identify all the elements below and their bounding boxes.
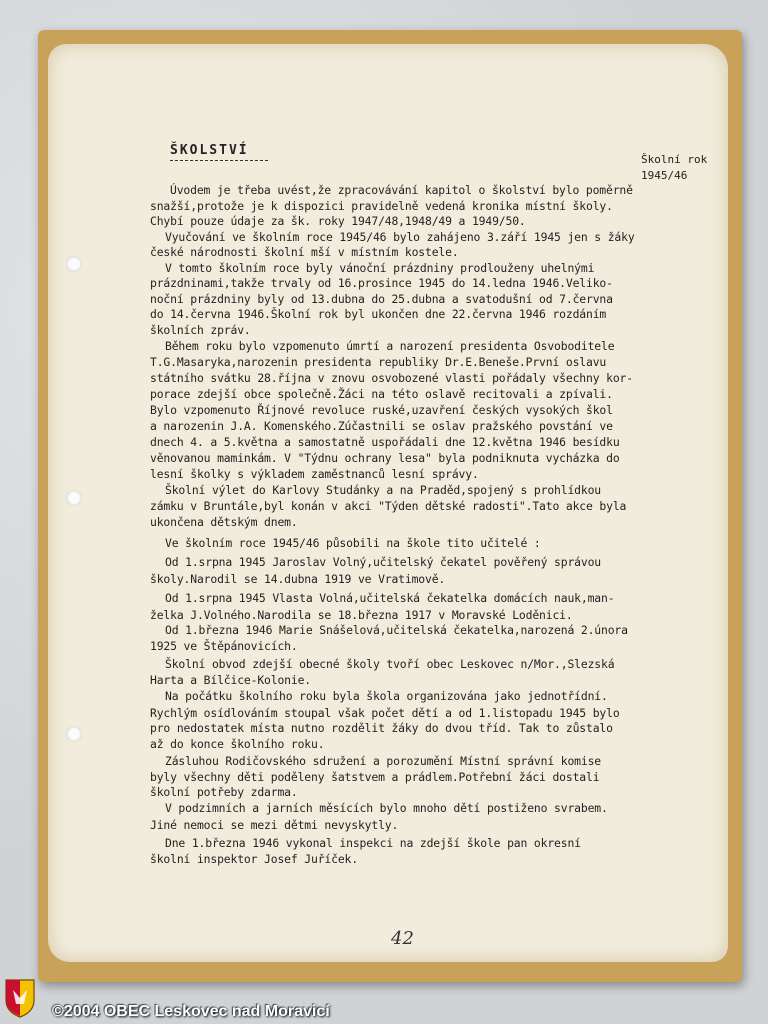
typed-line: české národnosti školní mší v místním kostele. bbox=[150, 245, 459, 259]
typed-line: Na počátku školního roku byla škola organizována jako jednotřídní. bbox=[165, 689, 608, 703]
typed-line: želka J.Volného.Narodila se 18.března 1917 v Moravské Loděnici. bbox=[150, 608, 573, 622]
typed-line: Od 1.srpna 1945 Vlasta Volná,učitelská čekatelka domácích nauk,man- bbox=[165, 591, 615, 605]
typed-line: ukončena dětským dnem. bbox=[150, 515, 298, 529]
typed-line: snažší,protože je k dispozici pravidelně vedená kronika místní školy. bbox=[150, 199, 613, 213]
typed-line: Dne 1.března 1946 vykonal inspekci na zdejší škole pan okresní bbox=[165, 836, 581, 850]
typed-line: školní inspektor Josef Juříček. bbox=[150, 852, 358, 866]
typed-line: pro nedostatek místa nutno rozdělit žáky do dvou tříd. Tak to zůstalo bbox=[150, 721, 613, 735]
typed-line: Ve školním roce 1945/46 působili na škole tito učitelé : bbox=[165, 536, 541, 550]
margin-note-line: Školní rok bbox=[641, 153, 708, 166]
typed-line: V tomto školním roce byly vánoční prázdniny prodlouženy uhelnými bbox=[165, 261, 595, 275]
typed-line: Školní obvod zdejší obecné školy tvoří obec Leskovec n/Mor.,Slezská bbox=[165, 657, 615, 671]
margin-note-line: 1945/46 bbox=[641, 169, 688, 182]
typed-line: Od 1.března 1946 Marie Snášelová,učitelská čekatelka,narozená 2.února bbox=[165, 623, 628, 637]
typed-line: noční prázdniny byly od 13.dubna do 25.dubna a svatodušní od 7.června bbox=[150, 292, 613, 306]
typed-line: Vyučování ve školním roce 1945/46 bylo zahájeno 3.září 1945 jen s žáky bbox=[165, 230, 635, 244]
typed-line: byly všechny děti poděleny šatstvem a prádlem.Potřební žáci dostali bbox=[150, 770, 600, 784]
typed-line: Harta a Bílčice-Kolonie. bbox=[150, 673, 311, 687]
copyright-text: ©2004 OBEC Leskovec nad Moravicí bbox=[52, 1003, 330, 1020]
typed-line: Rychlým osídlováním stoupal však počet dětí a od 1.listopadu 1945 bylo bbox=[150, 706, 620, 720]
typed-line: Chybí pouze údaje za šk. roky 1947/48,1948/49 a 1949/50. bbox=[150, 214, 526, 228]
typed-line: lesní školky s výkladem zaměstnanců lesní správy. bbox=[150, 467, 479, 481]
typed-line: 1925 ve Štěpánovicích. bbox=[150, 639, 298, 653]
typed-line: státního svátku 28.října v znovu osvobozené vlasti pořádaly všechny kor- bbox=[150, 371, 633, 385]
page-number: 42 bbox=[391, 928, 414, 949]
typed-line: a narozenin J.A. Komenského.Zúčastnili se oslav pražského povstání ve bbox=[150, 419, 613, 433]
typed-line: T.G.Masaryka,narozenin presidenta republiky Dr.E.Beneše.První oslavu bbox=[150, 355, 607, 369]
typed-line: V podzimních a jarních měsících bylo mnoho dětí postiženo svrabem. bbox=[165, 801, 608, 815]
typed-line: školní potřeby zdarma. bbox=[150, 785, 298, 799]
typed-line: školních zpráv. bbox=[150, 323, 251, 337]
typed-line: Školní výlet do Karlovy Studánky a na Praděd,spojený s prohlídkou bbox=[165, 483, 602, 497]
municipal-coat-of-arms-icon bbox=[4, 978, 36, 1018]
typed-line: Bylo vzpomenuto Říjnové revoluce ruské,uzavření českých vysokých škol bbox=[150, 403, 613, 417]
typed-line: Během roku bylo vzpomenuto úmrtí a narození presidenta Osvoboditele bbox=[165, 339, 615, 353]
typed-line: Zásluhou Rodičovského sdružení a porozumění Místní správní komise bbox=[165, 754, 602, 768]
typed-line: dnech 4. a 5.května a samostatně uspořádali dne 12.května 1946 besídku bbox=[150, 435, 620, 449]
typed-line: zámku v Bruntále,byl konán v akci "Týden dětské radosti".Tato akce byla bbox=[150, 499, 627, 513]
typed-line: Od 1.srpna 1945 Jaroslav Volný,učitelský čekatel pověřený správou bbox=[165, 555, 602, 569]
typed-line: věnovanou maminkám. V "Týdnu ochrany lesa" byla podniknuta vycházka do bbox=[150, 451, 620, 465]
typed-line: Úvodem je třeba uvést,že zpracovávání kapitol o školství bylo poměrně bbox=[170, 183, 633, 197]
typed-line: do 14.června 1946.Školní rok byl ukončen dne 22.června 1946 rozdáním bbox=[150, 307, 607, 321]
typed-line: Jiné nemoci se mezi dětmi nevyskytly. bbox=[150, 818, 399, 832]
document-heading: ŠKOLSTVÍ bbox=[170, 143, 249, 158]
typed-line: porace zdejší obce společně.Žáci na této oslavě recitovali a zpívali. bbox=[150, 387, 613, 401]
typed-line: až do konce školního roku. bbox=[150, 737, 325, 751]
typed-line: školy.Narodil se 14.dubna 1919 ve Vratimově. bbox=[150, 572, 446, 586]
typed-line: prázdninami,takže trvaly od 16.prosince 1945 do 14.ledna 1946.Veliko- bbox=[150, 276, 613, 290]
